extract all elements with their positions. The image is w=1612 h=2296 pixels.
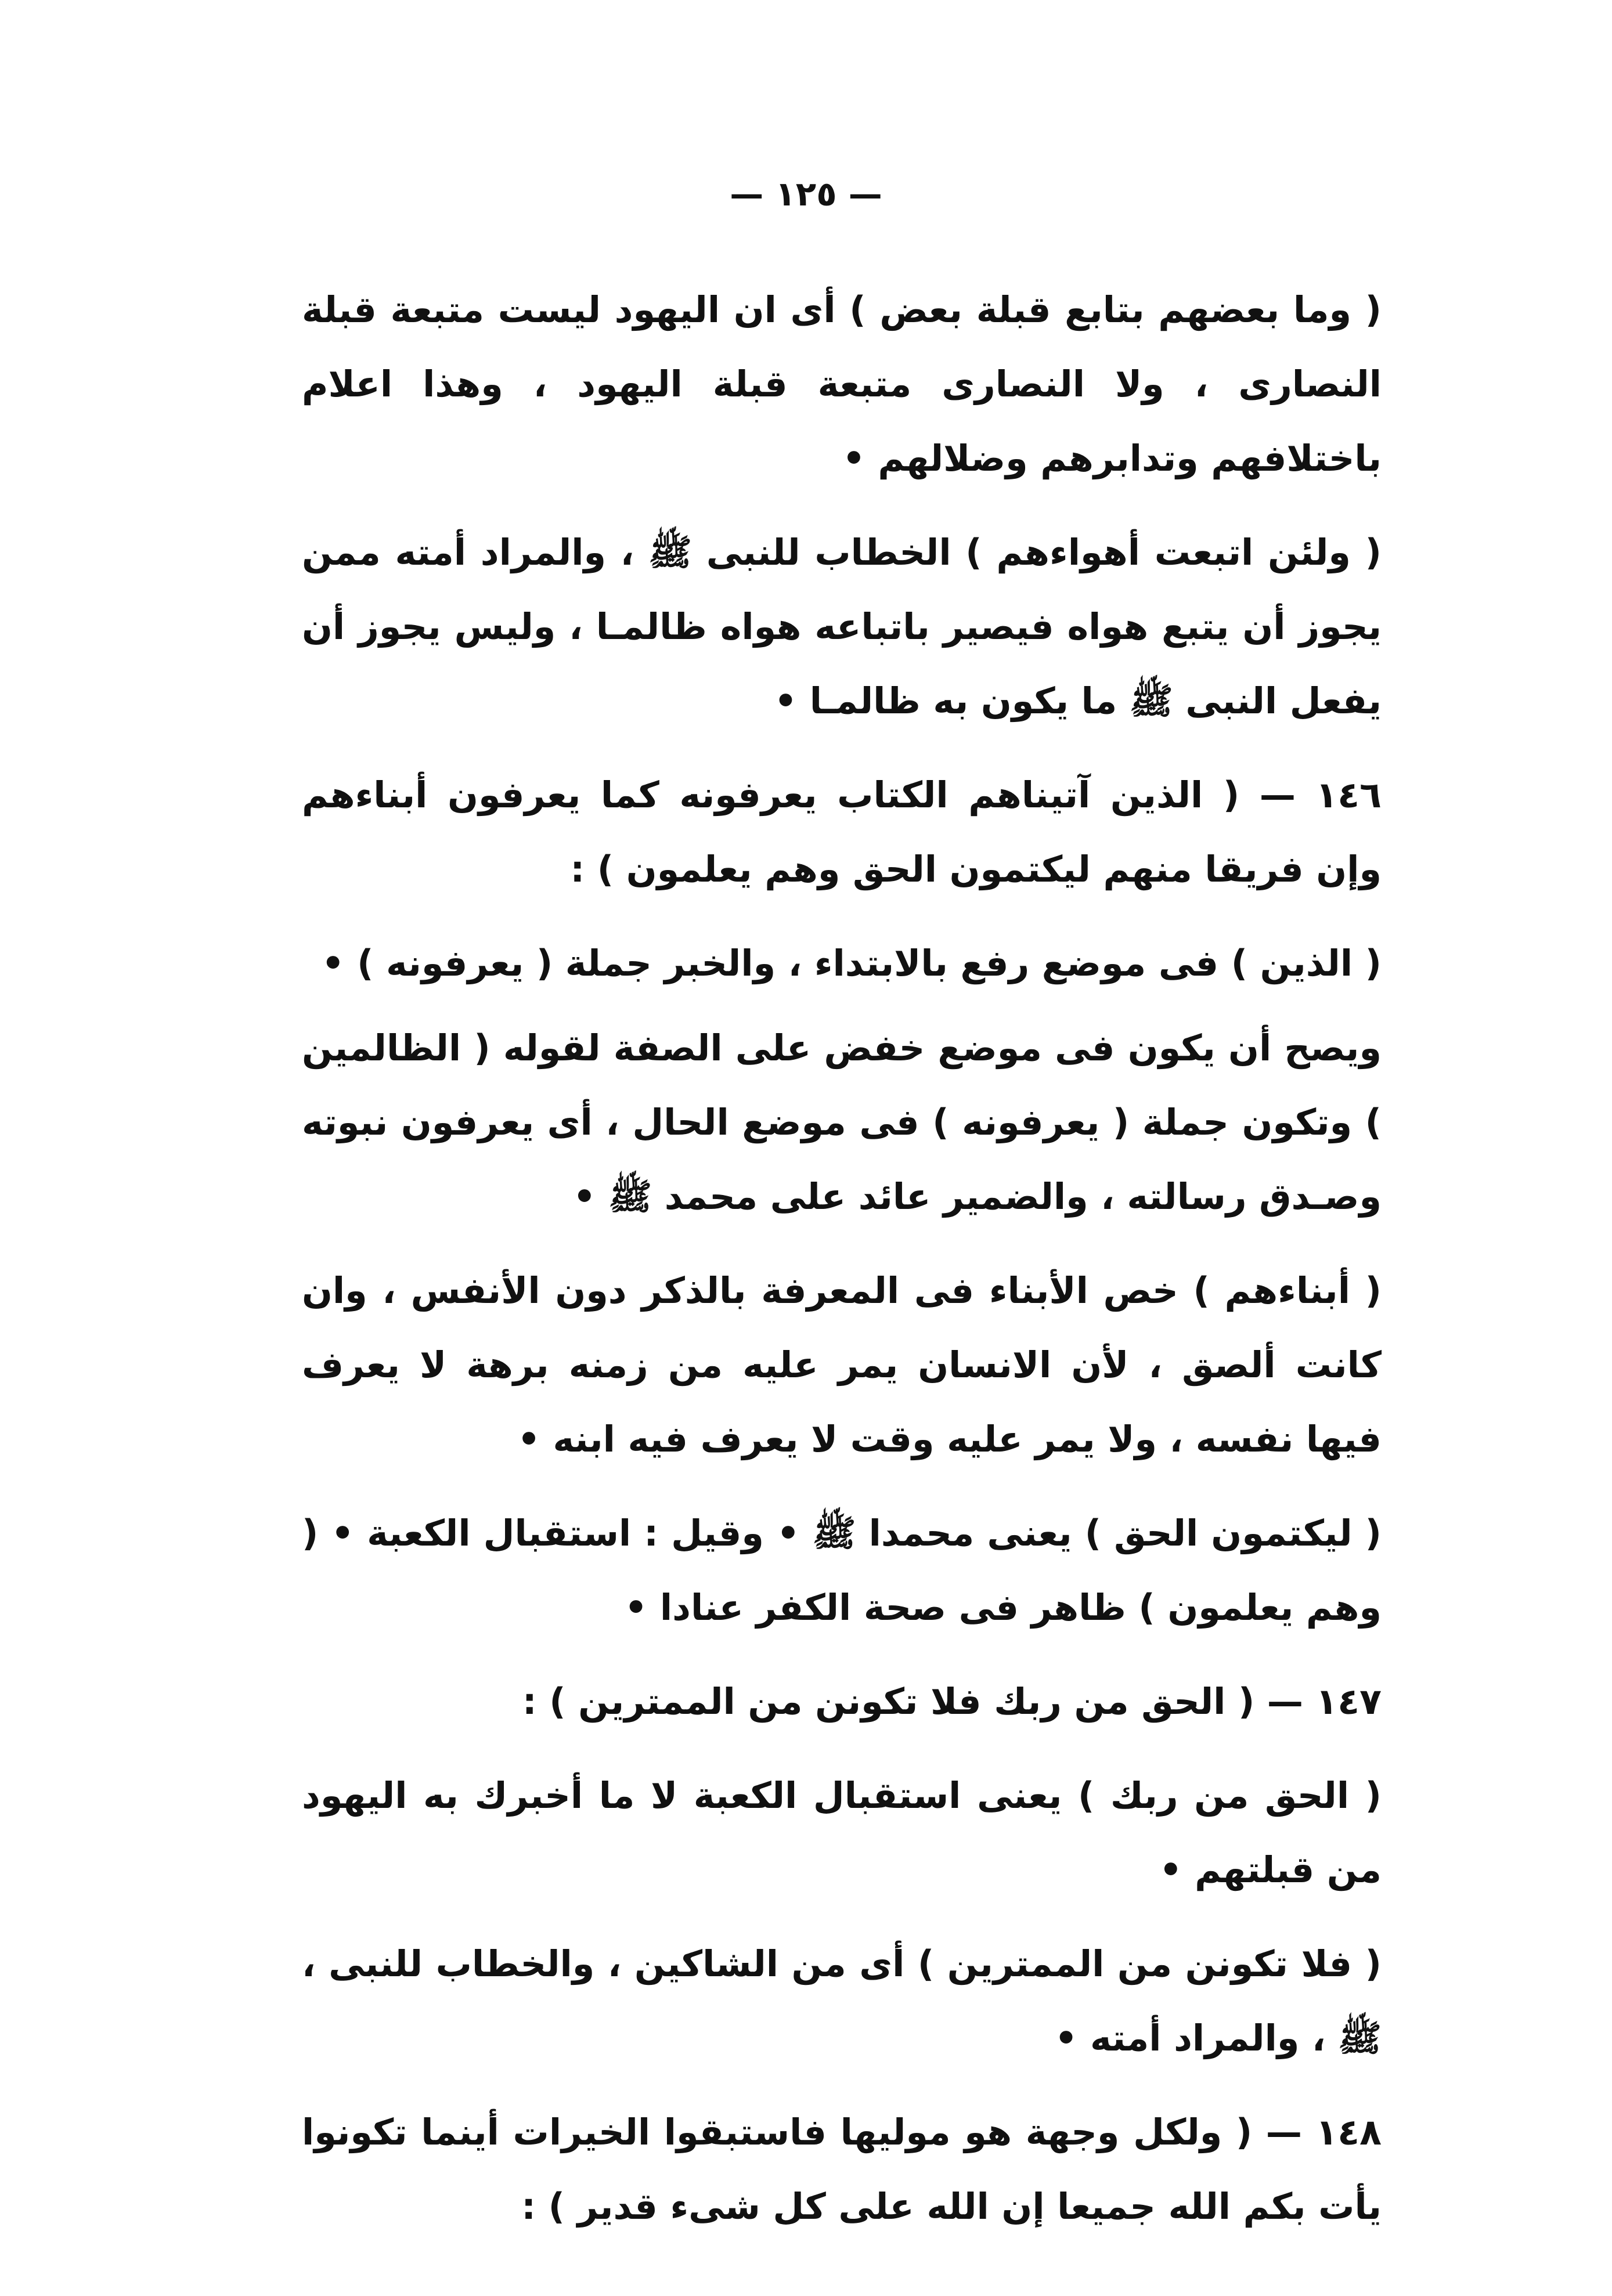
paragraph: ( فلا تكونن من الممترين ) أى من الشاكين ، والخطاب للنبى ، ﷺ ، والمراد أمته •	[302, 1943, 1382, 2059]
paragraph: ( وما بعضهم بتابع قبلة بعض ) أى ان اليهود ليست متبعة قبلة النصارى ، ولا النصارى متبعة قبلة اليهود ، وهذا اعلام باختلافهم وتدابرهم وضلالهم •	[302, 288, 1382, 479]
page-body	[302, 273, 1382, 2263]
paragraph: ( ولئن اتبعت أهواءهم ) الخطاب للنبى ﷺ ، والمراد أمته ممن يجوز أن يتبع هواه فيصير باتباعه هواه ظالمـا ، وليس يجوز أن يفعل النبى ﷺ ما يكون به ظالمـا •	[302, 531, 1382, 722]
verse-heading: ١٤٨ — ( ولكل وجهة هو موليها فاستبقوا الخيرات أينما تكونوا يأت بكم الله جميعا إن الله على كل شىء قدير ) :	[302, 2111, 1382, 2228]
verse-heading: ١٤٧ — ( الحق من ربك فلا تكونن من الممترين ) :	[522, 1680, 1382, 1723]
page-number: — ١٢٥ —	[730, 174, 882, 214]
paragraph: ( أبناءهم ) خص الأبناء فى المعرفة بالذكر دون الأنفس ، وان كانت ألصق ، لأن الانسان يمر عليه من زمنه برهة لا يعرف فيها نفسه ، ولا يمر عليه وقت لا يعرف فيه ابنه •	[302, 1269, 1382, 1460]
paragraph: ( ليكتمون الحق ) يعنى محمدا ﷺ • وقيل : استقبال الكعبة • ( وهم يعلمون ) ظاهر فى صحة الكفر عنادا •	[302, 1512, 1382, 1629]
paragraph: ( الحق من ربك ) يعنى استقبال الكعبة لا ما أخبرك به اليهود من قبلتهم •	[302, 1774, 1382, 1891]
paragraph: ويصح أن يكون فى موضع خفض على الصفة لقوله ( الظالمين ) وتكون جملة ( يعرفونه ) فى موضع الحال ، أى يعرفون نبوته وصـدق رسالته ، والضمير عائد على محمد ﷺ •	[302, 1027, 1382, 1218]
verse-heading: ١٤٦ — ( الذين آتيناهم الكتاب يعرفونه كما يعرفون أبناءهم وإن فريقا منهم ليكتمون الحق وهم يعلمون ) :	[302, 774, 1382, 890]
paragraph: ( الذين ) فى موضع رفع بالابتداء ، والخبر جملة ( يعرفونه ) •	[321, 942, 1382, 984]
